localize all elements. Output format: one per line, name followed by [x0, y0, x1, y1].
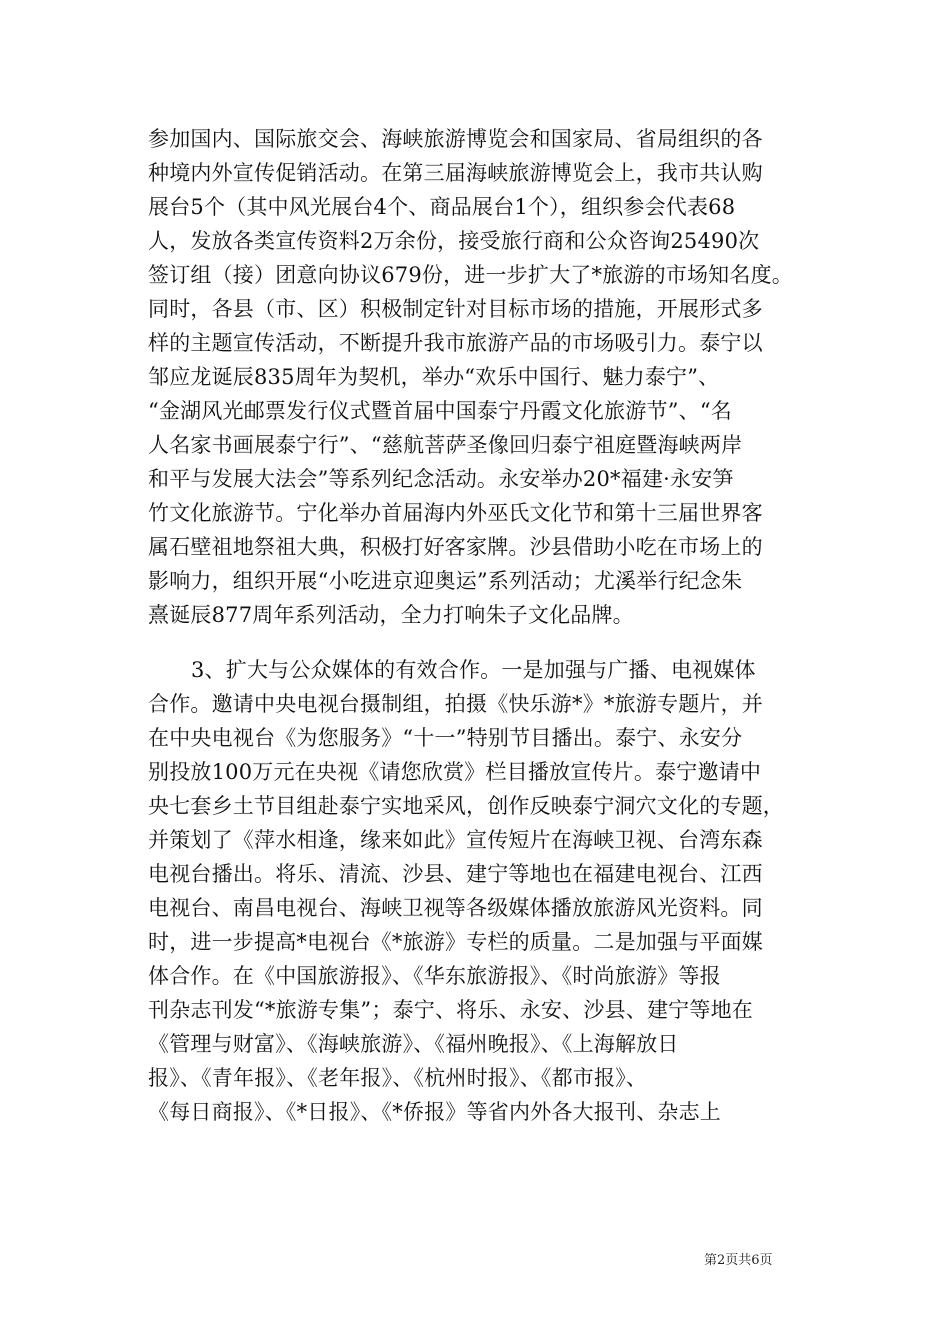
- body-text-line: 并策划了《萍水相逢，缘来如此》宣传短片在海峡卫视、台湾东森: [148, 828, 763, 852]
- body-text-line: 样的主题宣传活动，不断提升我市旅游产品的市场吸引力。泰宁以: [148, 331, 763, 355]
- body-text-line: 《管理与财富》、《海峡旅游》、《福州晚报》、《上海解放日: [148, 1032, 679, 1056]
- body-text-line: “金湖风光邮票发行仪式暨首届中国泰宁丹霞文化旅游节”、“名: [148, 399, 733, 423]
- section-heading-line: 3、扩大与公众媒体的有效合作。一是加强与广播、电视媒体: [191, 658, 756, 682]
- body-text-line: 在中央电视台《为您服务》“十一”特别节目播出。泰宁、永安分: [148, 726, 743, 750]
- body-text-line: 邹应龙诞辰835周年为契机，举办“欢乐中国行、魅力泰宁”、: [148, 365, 720, 389]
- body-text-line: 电视台播出。将乐、清流、沙县、建宁等地也在福建电视台、江西: [148, 862, 763, 886]
- body-text-line: 影响力，组织开展“小吃进京迎奥运”系列活动；尤溪举行纪念朱: [148, 569, 743, 593]
- body-text-line: 同时，各县（市、区）积极制定针对目标市场的措施，开展形式多: [148, 297, 763, 321]
- body-text-line: 合作。邀请中央电视台摄制组，拍摄《快乐游*》*旅游专题片，并: [148, 692, 763, 716]
- body-text-line: 种境内外宣传促销活动。在第三届海峡旅游博览会上，我市共认购: [148, 161, 763, 185]
- body-text-line: 人名家书画展泰宁行”、“慈航菩萨圣像回归泰宁祖庭暨海峡两岸: [148, 433, 743, 457]
- body-text-line: 和平与发展大法会”等系列纪念活动。永安举办20*福建·永安笋: [148, 467, 734, 491]
- body-text-line: 《每日商报》、《*日报》、《*侨报》等省内外各大报刊、杂志上: [148, 1100, 721, 1124]
- body-text-line: 熹诞辰877周年系列活动，全力打响朱子文化品牌。: [148, 603, 634, 627]
- body-text-line: 签订组（接）团意向协议679份，进一步扩大了*旅游的市场知名度。: [148, 263, 793, 287]
- body-text-line: 人，发放各类宣传资料2万余份，接受旅行商和公众咨询25490次: [148, 229, 760, 253]
- body-text-line: 报》、《青年报》、《老年报》、《杭州时报》、《都市报》、: [148, 1066, 648, 1090]
- body-text-line: 时，进一步提高*电视台《*旅游》专栏的质量。二是加强与平面媒: [148, 930, 763, 954]
- body-text-line: 刊杂志刊发“*旅游专集”；泰宁、将乐、永安、沙县、建宁等地在: [148, 998, 753, 1022]
- body-text-line: 央七套乡土节目组赴泰宁实地采风，创作反映泰宁洞穴文化的专题，: [148, 794, 784, 818]
- body-text-line: 体合作。在《中国旅游报》、《华东旅游报》、《时尚旅游》等报: [148, 964, 721, 988]
- body-text-line: 属石壁祖地祭祖大典，积极打好客家牌。沙县借助小吃在市场上的: [148, 535, 763, 559]
- body-text-line: 竹文化旅游节。宁化举办首届海内外巫氏文化节和第十三届世界客: [148, 501, 763, 525]
- body-text-line: 展台5个（其中风光展台4个、商品展台1个），组织参会代表68: [148, 195, 736, 219]
- page-number: 第2页共6页: [704, 1253, 773, 1268]
- body-text-line: 别投放100万元在央视《请您欣赏》栏目播放宣传片。泰宁邀请中: [148, 760, 762, 784]
- body-text-line: 电视台、南昌电视台、海峡卫视等各级媒体播放旅游风光资料。同: [148, 896, 763, 920]
- body-text-line: 参加国内、国际旅交会、海峡旅游博览会和国家局、省局组织的各: [148, 127, 763, 151]
